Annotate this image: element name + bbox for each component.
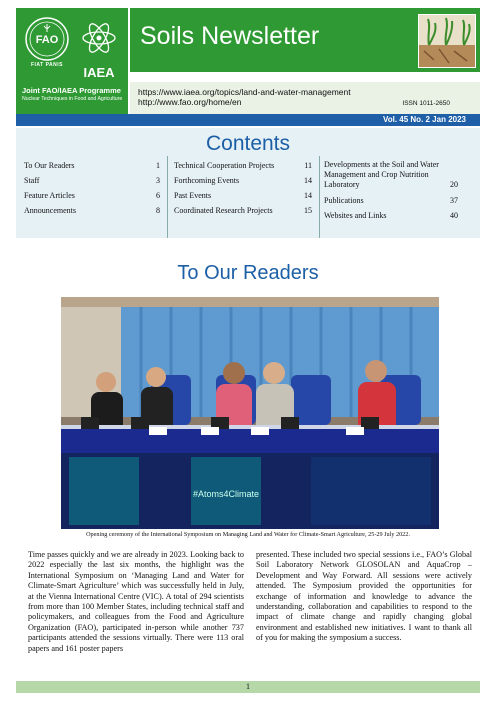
contents-box bbox=[16, 128, 480, 238]
plants-icon bbox=[419, 15, 475, 67]
program-title: Joint FAO/IAEA Programme bbox=[22, 86, 121, 95]
toc-page: 14 bbox=[304, 191, 312, 200]
readers-heading: To Our Readers bbox=[177, 262, 319, 284]
photo-banner-text: #Atoms4Climate bbox=[192, 489, 260, 499]
iaea-url-link[interactable]: https://www.iaea.org/topics/land-and-water-management bbox=[138, 87, 351, 97]
toc-item[interactable]: Past Events bbox=[174, 191, 212, 200]
contents-heading: Contents bbox=[205, 132, 291, 155]
toc-item[interactable]: To Our Readers bbox=[24, 161, 75, 170]
toc-page: 40 bbox=[450, 211, 458, 220]
program-subtitle: Nuclear Techniques in Food and Agriculture bbox=[22, 96, 123, 102]
toc-page: 20 bbox=[450, 180, 458, 189]
toc-item[interactable]: Websites and Links bbox=[324, 211, 387, 220]
readers-text-right: presented. These included two special sessions i.e., FAO’s Global Soil Laboratory Network GLOSOLAN and AquaCrop – Development and Way Forward. All sessions were actively attended. The Symposium provided the opportunities for exchange of information and knowledge to advance the understanding, collaboration and capabilities to respond to the impact of climate change and rapidly changing global environment and established new initiatives. I want to thank all of you for making the symposium a success. bbox=[256, 550, 472, 643]
fao-logo-icon bbox=[24, 16, 70, 62]
iaea-caption: IAEA bbox=[83, 65, 115, 80]
toc-item[interactable]: Announcements bbox=[24, 206, 76, 215]
fao-caption: FIAT PANIS bbox=[30, 62, 64, 68]
page-number: 1 bbox=[246, 682, 250, 691]
toc-page: 11 bbox=[304, 161, 312, 170]
photo-caption: Opening ceremony of the International Symposium on Managing Land and Water for Climate-Smart Agriculture, 25-29 July 2022. bbox=[86, 531, 410, 538]
toc-item[interactable]: Forthcoming Events bbox=[174, 176, 240, 185]
toc-page: 8 bbox=[156, 206, 160, 215]
toc-item[interactable]: Developments at the Soil and Water Management and Crop Nutrition Laboratory bbox=[324, 160, 439, 189]
toc-item[interactable]: Publications bbox=[324, 196, 364, 205]
toc-page: 3 bbox=[156, 176, 160, 185]
toc-divider bbox=[319, 156, 320, 238]
toc-item[interactable]: Technical Cooperation Projects bbox=[174, 161, 275, 170]
newsletter-title: Soils Newsletter bbox=[140, 22, 320, 50]
volume-bar bbox=[16, 114, 480, 126]
toc-divider bbox=[167, 156, 168, 238]
readers-text-left: Time passes quickly and we are already in 2023. Looking back to 2022 especially the last six months, the highlight was the International Symposium on ‘Managing Land and Water for Climate-Smart Agriculture’ which was successfully held in July, at the Vienna International Centre (VIC). A total of 294 scientists from more than 100 Member States, including technical staff and policymakers, and colleagues from the Food and Agriculture Organization (FAO), participated in-person while another 737 participants attended the sessions virtually. There were 113 oral papers and 161 poster papers bbox=[28, 550, 244, 653]
links-band bbox=[130, 82, 480, 114]
title-band bbox=[130, 8, 480, 72]
footer-bar bbox=[16, 681, 480, 693]
toc-item[interactable]: Feature Articles bbox=[24, 191, 75, 200]
toc-item[interactable]: Coordinated Research Projects bbox=[174, 206, 273, 215]
toc-page: 37 bbox=[450, 196, 458, 205]
plants-thumbnail bbox=[418, 14, 476, 68]
symposium-photo bbox=[61, 297, 439, 529]
program-logo-block bbox=[16, 8, 128, 123]
toc-item[interactable]: Staff bbox=[24, 176, 40, 185]
toc-page: 1 bbox=[156, 161, 160, 170]
toc-page: 6 bbox=[156, 191, 160, 200]
svg-text:FAO: FAO bbox=[35, 34, 59, 46]
fao-url-link[interactable]: http://www.fao.org/home/en bbox=[138, 97, 242, 107]
toc-page: 14 bbox=[304, 176, 312, 185]
iaea-logo-icon bbox=[76, 16, 122, 62]
toc-page: 15 bbox=[304, 206, 312, 215]
volume-label: Vol. 45 No. 2 Jan 2023 bbox=[382, 115, 466, 124]
issn: ISSN 1011-2650 bbox=[402, 100, 450, 107]
